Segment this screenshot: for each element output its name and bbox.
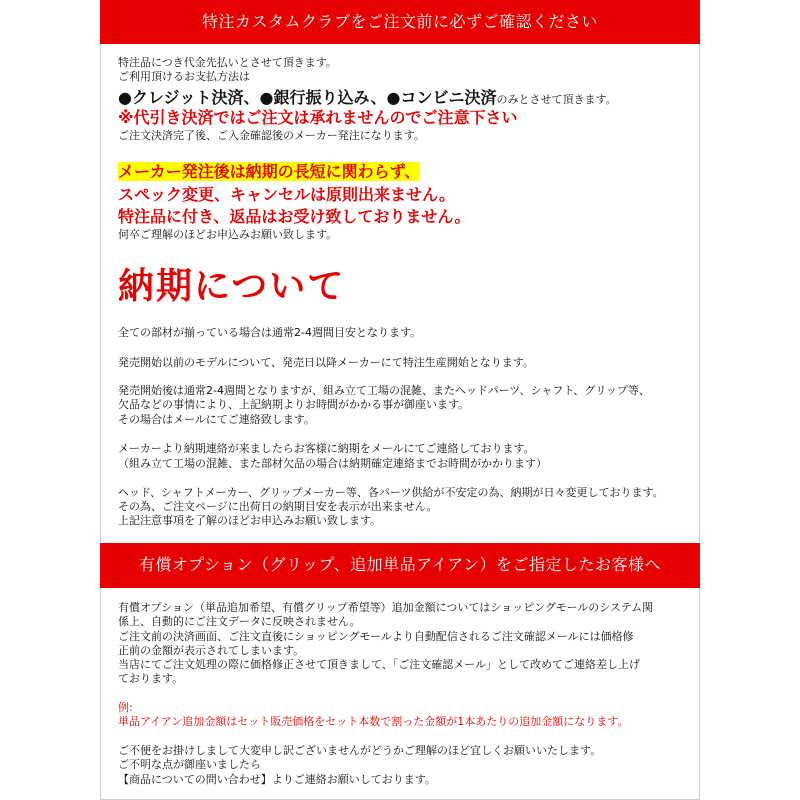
options-banner: 有償オプション（グリップ、追加単品アイアン）をご指定したお客様へ	[100, 543, 700, 588]
policy-request-line: 何卒ご理解のほどお申込みお願い致します。	[118, 228, 338, 241]
options-paragraph: 正前の金額が表示されてしまいます。	[118, 644, 305, 657]
order-flow-note: ご注文決済完了後、ご入金確認後のメーカー発注になります。	[118, 129, 425, 142]
options-paragraph: 係上、自動的にご注文データに反映されません。	[118, 615, 361, 628]
example-text: 単品アイアン追加金額はセット販売価格をセット本数で割った金額が1本あたりの追加金額になります。	[118, 715, 629, 728]
delivery-paragraph: （組み立て工場の混雑、また部材欠品の場合は納期確定連絡までお時間がかかります）	[118, 457, 547, 470]
apology-line: ご不便をお掛けしまして大変申し訳ございませんがどうかご理解のほど宜しくお願いいたします。	[118, 744, 602, 757]
delivery-paragraph: 上記注意事項を了解のほどお申込みお願い致します。	[118, 514, 382, 527]
options-paragraph: ております。	[118, 672, 184, 685]
cod-warning: ※代引き決済ではご注文は承れませんのでご注意下さい	[118, 108, 518, 127]
delivery-paragraph: 発売開始以前のモデルについて、発売日以降メーカーにて特注生産開始となります。	[118, 356, 534, 369]
delivery-paragraph: 全ての部材が揃っている場合は通常2-4週間目安となります。	[118, 326, 422, 339]
payment-methods-list: ●クレジット決済、●銀行振り込み、●コンビニ決済	[118, 88, 497, 107]
payment-methods-suffix: のみとさせて頂きます。	[496, 93, 617, 106]
apology-line: ご不明な点が御座いましたら	[118, 758, 261, 771]
options-paragraph: 有償オプション（単品追加希望、有償グリップ希望等）追加金額についてはショッピングモールのシステム関	[118, 601, 654, 614]
delivery-paragraph: メーカーより納期連絡が来ましたらお客様に納期をメールにてご連絡しております。	[118, 442, 535, 455]
delivery-heading: 納期について	[118, 266, 346, 307]
payment-methods-intro: ご利用頂けるお支払方法は	[118, 70, 250, 83]
prepay-notice: 特注品につき代金先払いとさせて頂きます。	[118, 56, 337, 69]
options-paragraph: 当店にてご注文処理の際に価格修正させて頂きまして、「ご注文確認メール」として改めてご連絡差し上げ	[118, 658, 641, 671]
cancel-policy-highlight	[118, 162, 420, 182]
cancel-policy-line: スペック変更、キャンセルは原則出来ません。	[118, 185, 455, 204]
return-policy-line: 特注品に付き、返品はお受け致しておりません。	[118, 207, 471, 226]
contact-line: 【商品についての問い合わせ】よりご連絡お願いしております。	[118, 773, 436, 786]
highlight-mark: メーカー発注後は納期の長短に関わらず、	[118, 162, 421, 181]
example-label: 例:	[118, 701, 133, 714]
notice-banner: 特注カスタムクラブをご注文前に必ずご確認ください	[100, 0, 700, 44]
delivery-paragraph: ヘッド、シャフトメーカー、グリップメーカー等、各パーツ供給が不安定の為、納期が日々変更しております。	[118, 486, 664, 499]
delivery-paragraph: その為、ご注文ページに出荷日の納期目安を表示が出来ません。	[118, 500, 438, 513]
delivery-paragraph: 発売開始後は通常2-4週間となりますが、組み立て工場の混雑、またヘッドパーツ、シャフト、グリップ等、	[118, 384, 650, 397]
delivery-paragraph: その場合はメールにてご連絡致します。	[118, 413, 315, 426]
delivery-paragraph: 欠品などの事情により、上記納期よりお時間がかかる事が御座います。	[118, 398, 470, 411]
payment-methods	[118, 88, 617, 108]
options-paragraph: ご注文前の決済画面、ご注文直後にショッピングモールより自動配信されるご注文確認メールには価格修	[118, 630, 634, 643]
